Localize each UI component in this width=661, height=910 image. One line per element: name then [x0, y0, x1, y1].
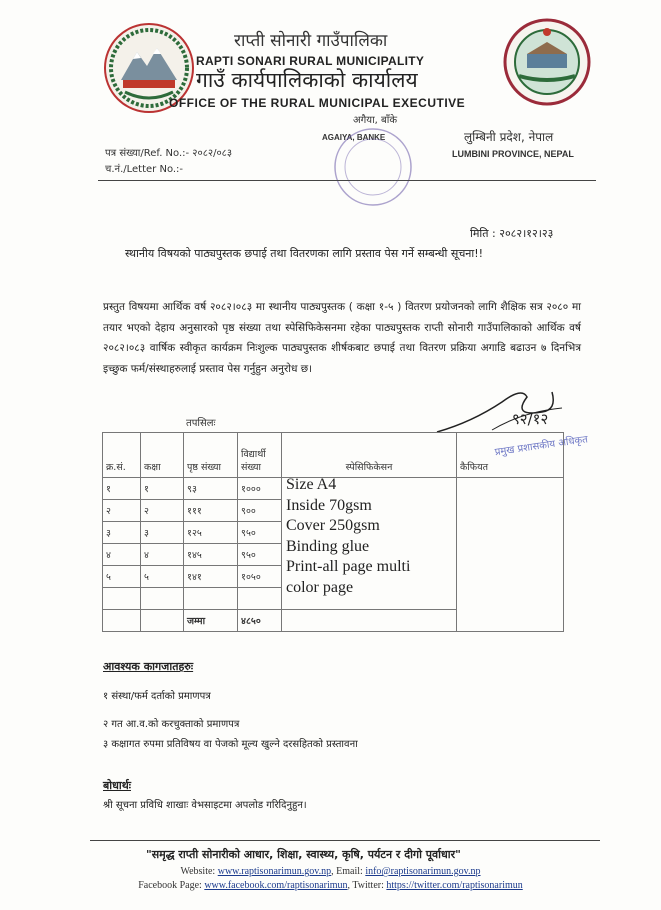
specification-text	[286, 475, 410, 598]
cell-serial: ४	[103, 544, 141, 566]
spec-line: Cover 250gsm	[286, 517, 380, 534]
cell-serial: ५	[103, 566, 141, 588]
facebook-label: Facebook Page:	[138, 880, 205, 891]
cell-students: १०००	[238, 478, 282, 500]
twitter-label: , Twitter:	[347, 880, 387, 891]
cell-class: ४	[141, 544, 184, 566]
total-label: जम्मा	[184, 610, 238, 632]
signature-date: ९२/१२	[512, 410, 549, 428]
cell-students: ९००	[238, 500, 282, 522]
spec-line: Inside 70gsm	[286, 496, 372, 514]
office-name-nepali: गाउँ कार्यपालिकाको कार्यालय	[196, 68, 418, 92]
cell-empty	[103, 588, 141, 610]
email-label: , Email:	[331, 866, 366, 877]
cell-pages: १२५	[184, 522, 238, 544]
office-name-english: OFFICE OF THE RURAL MUNICIPAL EXECUTIVE	[169, 96, 466, 110]
document-item: १ संस्था/फर्म दर्ताको प्रमाणपत्र	[103, 691, 211, 702]
cell-students: ९५०	[238, 522, 282, 544]
cell-serial: ३	[103, 522, 141, 544]
cell-class: ३	[141, 522, 184, 544]
total-value: ४८५०	[238, 610, 282, 632]
header-students: विद्यार्थी संख्या	[238, 433, 282, 478]
document-item: २ गत आ.व.को करचुक्ताको प्रमाणपत्र	[103, 719, 240, 730]
spec-line: Binding glue	[286, 537, 370, 555]
required-documents-title: आवश्यक कागजातहरुः	[103, 660, 194, 673]
cell-remarks	[457, 478, 564, 632]
email-link[interactable]: info@raptisonarimun.gov.np	[365, 866, 481, 877]
footer-slogan: "समृद्ध राप्ती सोनारीको आधार, शिक्षा, स्वास्थ्य, कृषि, पर्यटन र दीगो पूर्वाधार"	[146, 848, 461, 861]
province-emblem-logo	[503, 18, 591, 106]
cell-class: १	[141, 478, 184, 500]
cell-students: १०५०	[238, 566, 282, 588]
notice-subject: स्थानीय विषयको पाठ्यपुस्तक छपाई तथा वितरणका लागि प्रस्ताव पेस गर्ने सम्बन्धी सूचना!!	[125, 247, 484, 260]
cc-text: श्री सूचना प्रविधि शाखाः वेभसाइटमा अपलोड गरिदिनुहुन।	[103, 800, 307, 811]
cell-pages: १११	[184, 500, 238, 522]
municipality-name-nepali: राप्ती सोनारी गाउँपालिका	[234, 31, 388, 51]
annex-label: तपसिलः	[186, 418, 216, 429]
province-name-english: LUMBINI PROVINCE, NEPAL	[452, 149, 574, 159]
cell-pages: १४१	[184, 566, 238, 588]
header-serial: क्र.सं.	[103, 433, 141, 478]
website-link[interactable]: www.raptisonarimun.gov.np	[217, 866, 332, 877]
cell-serial: २	[103, 500, 141, 522]
notice-body: प्रस्तुत विषयमा आर्थिक वर्ष २०८२।०८३ मा स्थानीय पाठ्यपुस्तक ( कक्षा १-५ ) वितरण प्रयोजनको लागि शैक्षिक सत्र २०८० मा तयार भएको देहाय अनुसारको पृष्ठ संख्या तथा स्पेसिफिकेसनमा रहेका पाठ्यपुस्तक राप्ती सोनारी गाउँपालिकाको आर्थिक वर्ष २०८२।०८३ वार्षिक स्वीकृत कार्यक्रम निःशुल्क पाठ्यपुस्तक शीर्षकबाट छपाई तथा वितरण प्रक्रिया अगाडि बढाउन ७ दिनभित्र इच्छुक फर्म/संस्थाहरुलाई प्रस्ताव पेस गर्नुहुन अनुरोध छ।	[103, 301, 581, 375]
cell-students: ९५०	[238, 544, 282, 566]
footer-social-line	[0, 880, 661, 891]
facebook-link[interactable]: www.facebook.com/raptisonarimun	[204, 880, 348, 891]
cell-empty	[238, 588, 282, 610]
footer-contact-line	[0, 866, 661, 877]
address-nepali: अगैया, बाँके	[353, 115, 397, 126]
header-pages: पृष्ठ संख्या	[184, 433, 238, 478]
header-specification: स्पेसिफिकेसन	[282, 433, 457, 478]
header-remarks: कैफियत	[457, 433, 564, 478]
municipality-name-english: RAPTI SONARI RURAL MUNICIPALITY	[196, 54, 425, 68]
spec-line: color page	[286, 578, 354, 596]
cell-empty	[184, 588, 238, 610]
spec-line: Size A4	[286, 476, 337, 493]
cell-serial: १	[103, 478, 141, 500]
cell-empty	[103, 610, 141, 632]
letter-date: मिति : २०८२।१२।२३	[470, 227, 554, 240]
spec-line: Print-all page multi	[286, 558, 411, 575]
cell-empty	[141, 610, 184, 632]
reference-number: पत्र संख्या/Ref. No.:- २०८२/०८३	[105, 148, 233, 159]
cell-empty	[282, 610, 457, 632]
office-round-stamp	[330, 124, 416, 210]
cell-empty	[141, 588, 184, 610]
cc-title: बोधार्थः	[103, 779, 131, 792]
address-english: AGAIYA, BANKE	[322, 133, 386, 142]
cell-pages: ९३	[184, 478, 238, 500]
table-header-row	[103, 433, 564, 478]
signature-stamp: प्रमुख प्रशासकीय अधिकृत	[494, 434, 589, 459]
twitter-link[interactable]: https://twitter.com/raptisonarimun	[386, 880, 523, 891]
cell-pages: १४५	[184, 544, 238, 566]
province-name-nepali: लुम्बिनी प्रदेश, नेपाल	[464, 130, 554, 144]
cell-class: २	[141, 500, 184, 522]
footer-divider	[90, 840, 600, 841]
letter-number: च.नं./Letter No.:-	[105, 164, 184, 175]
website-label: Website:	[180, 866, 218, 877]
document-item: ३ कक्षागत रुपमा प्रतिविषय वा पेजको मूल्य खुल्ने दरसहितको प्रस्तावना	[103, 739, 358, 750]
header-class: कक्षा	[141, 433, 184, 478]
header-divider	[98, 180, 596, 181]
cell-class: ५	[141, 566, 184, 588]
